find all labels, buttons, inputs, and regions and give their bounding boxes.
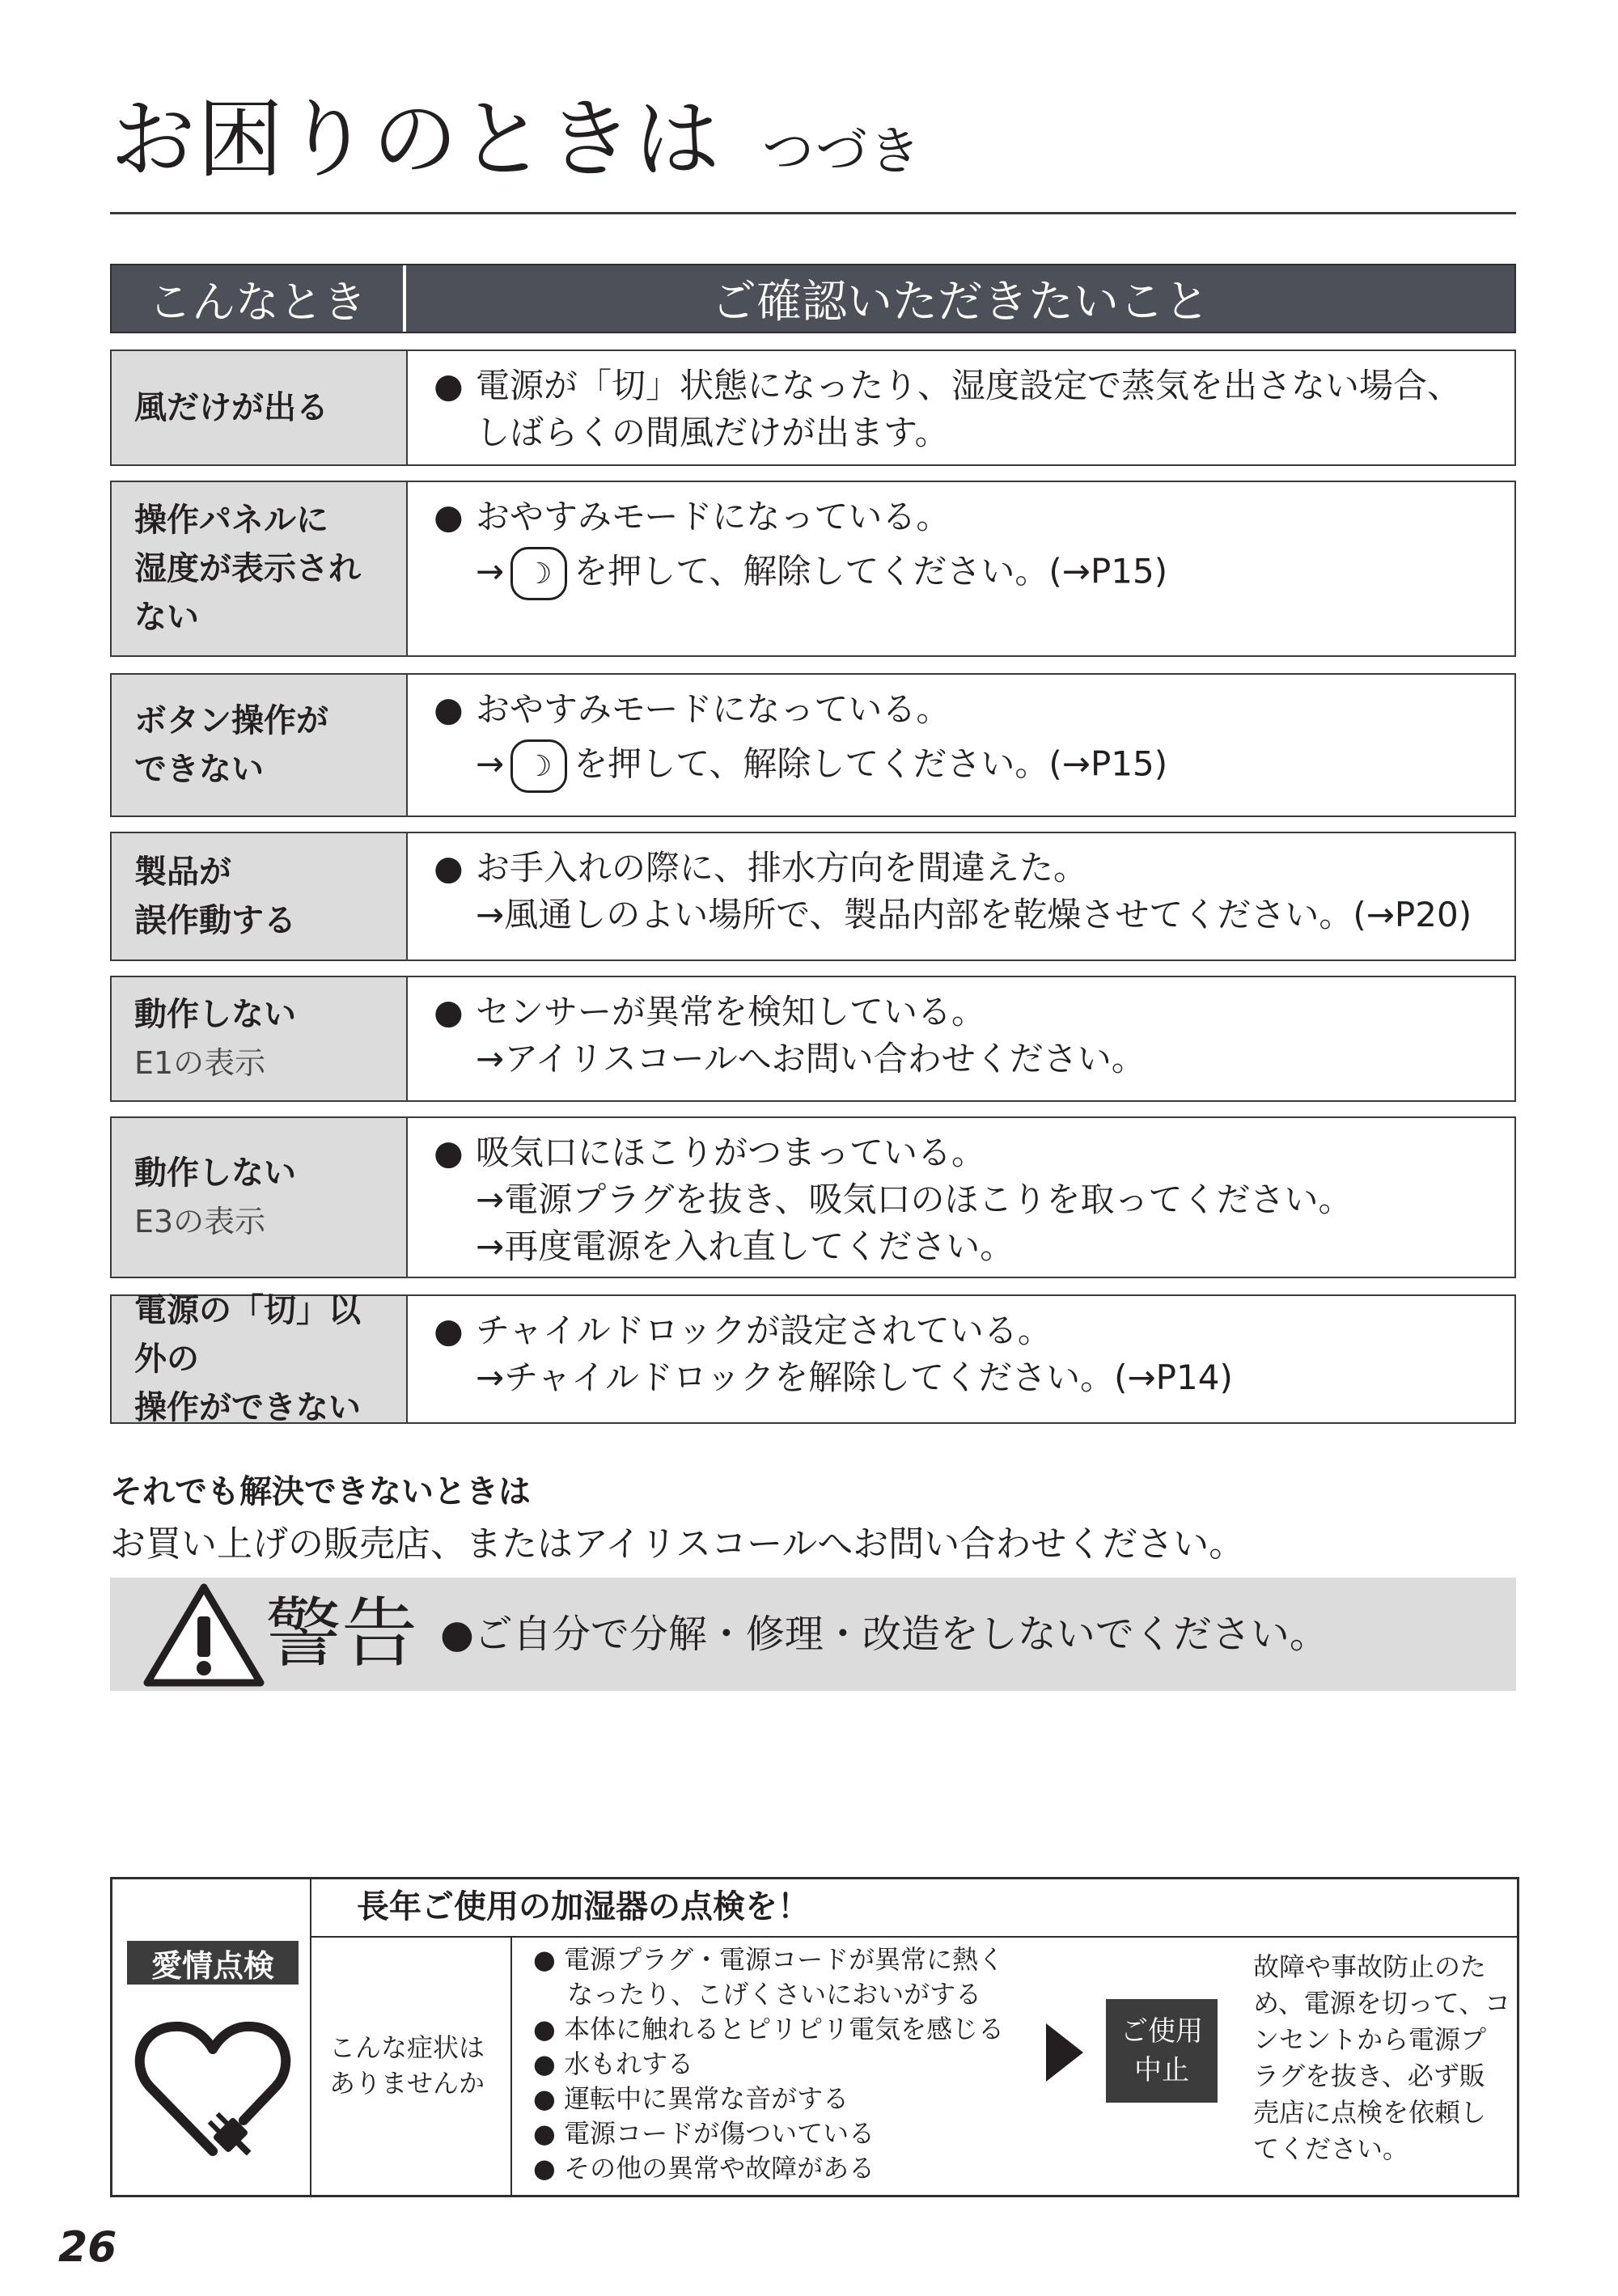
divider: [310, 1879, 311, 2195]
symptom-item: ● 電源コードが傷ついている: [533, 2118, 875, 2149]
advice-line: 売店に点検を依頼し: [1253, 2097, 1487, 2128]
symptom-item: ● 電源プラグ・電源コードが異常に熱く: [533, 1944, 1005, 1975]
page-title-main: お困りのときは: [110, 90, 722, 189]
row-check: [408, 675, 1514, 815]
row-situation: [112, 482, 408, 655]
table-row: [110, 349, 1516, 466]
check-text: チャイルドロックが設定されている。: [476, 1311, 1052, 1350]
check-text: お手入れの際に、排水方向を間違えた。: [476, 848, 1088, 887]
symptom-question: [329, 2030, 485, 2101]
row-check: [408, 351, 1514, 464]
situation-line: できない: [134, 751, 264, 788]
advice-text: [1253, 1949, 1510, 2167]
warning-banner: [110, 1578, 1516, 1691]
situation-line: 動作しない: [134, 1154, 296, 1192]
table-row: [110, 673, 1516, 817]
check-text: →電源プラグを抜き、吸気口のほこりを取ってください。: [476, 1180, 1353, 1219]
page-subtitle: つづき: [762, 122, 922, 182]
warning-text: ●ご自分で分解・修理・改造をしないでください。: [440, 1612, 1328, 1657]
check-text: しばらくの間風だけが出ます。: [476, 413, 949, 452]
page-number: 26: [58, 2223, 117, 2272]
maintenance-box: [110, 1877, 1519, 2197]
bullet-icon: ●: [434, 848, 464, 887]
moon-button-icon: ☽: [510, 547, 567, 600]
situation-line: ボタン操作が: [134, 702, 328, 739]
divider: [310, 1936, 1517, 1938]
advice-line: め、電源を切って、コ: [1253, 1988, 1511, 2019]
situation-line: 湿度が表示され: [134, 550, 361, 587]
arrow-text: →: [476, 743, 505, 784]
question-line: ありませんか: [329, 2068, 485, 2099]
table-row: [110, 976, 1516, 1102]
warning-triangle-icon: [142, 1581, 265, 1688]
row-situation: [112, 1292, 408, 1426]
symptom-list: [533, 1942, 1004, 2186]
check-text: おやすみモードになっている。: [476, 497, 951, 536]
check-text: を押して、解除してください。(→P15): [574, 743, 1168, 784]
situation-line: 電源の「切」以外の: [134, 1292, 361, 1378]
check-text: →アイリスコールへお問い合わせください。: [476, 1039, 1146, 1078]
bullet-icon: ●: [434, 1133, 464, 1172]
heart-plug-icon: [132, 2007, 294, 2169]
row-check: [408, 977, 1514, 1100]
advice-line: てください。: [1253, 2133, 1409, 2164]
stop-line: 中止: [1134, 2054, 1189, 2086]
situation-line: 誤作動する: [134, 902, 296, 939]
row-check: [408, 482, 1514, 655]
check-text: センサーが異常を検知している。: [476, 992, 986, 1032]
question-line: こんな症状は: [329, 2032, 485, 2063]
page-title: [110, 90, 922, 189]
table-header-situation: こんなとき: [112, 265, 406, 332]
check-text: →チャイルドロックを解除してください。(→P14): [476, 1358, 1233, 1397]
table-row: [110, 1294, 1516, 1424]
situation-line: ない: [134, 599, 199, 636]
situation-line: 風だけが出る: [134, 389, 328, 426]
table-row: [110, 481, 1516, 657]
row-situation: [112, 977, 408, 1100]
arrow-text: →: [476, 551, 505, 591]
check-text: →風通しのよい場所で、製品内部を乾燥させてください。(→P20): [476, 895, 1472, 934]
note-body: お買い上げの販売店、またはアイリスコールへお問い合わせください。: [110, 1523, 1245, 1565]
table-header: [110, 264, 1516, 333]
table-header-check: ご確認いただきたいこと: [711, 276, 1209, 328]
row-check: [408, 833, 1514, 959]
situation-line: 操作ができない: [134, 1389, 361, 1426]
table-row: [110, 832, 1516, 961]
stop-line: ご使用: [1120, 2015, 1203, 2048]
stop-use-label: [1106, 1999, 1218, 2103]
symptom-item: ● 運転中に異常な音がする: [533, 2083, 849, 2114]
symptom-item: ● 本体に触れるとピリピリ電気を感じる: [533, 2014, 1005, 2044]
moon-button-icon: ☽: [510, 739, 567, 793]
symptom-item: ● その他の異常や故障がある: [533, 2153, 875, 2184]
check-text: おやすみモードになっている。: [476, 689, 951, 729]
row-situation: [112, 351, 408, 464]
row-check: [408, 1118, 1514, 1277]
situation-line: 製品が: [134, 854, 231, 891]
row-situation: [112, 833, 408, 959]
maintenance-title: 長年ご使用の加湿器の点検を！: [357, 1888, 810, 1925]
symptom-item: ● 水もれする: [533, 2048, 694, 2079]
bullet-icon: ●: [434, 689, 464, 729]
symptom-item: なったり、こげくさいにおいがする: [533, 1979, 982, 2010]
check-text: 吸気口にほこりがつまっている。: [476, 1133, 986, 1172]
advice-line: 故障や事故防止のた: [1253, 1951, 1487, 1982]
table-row: [110, 1116, 1516, 1278]
bullet-icon: ●: [434, 992, 464, 1032]
bullet-icon: ●: [434, 366, 464, 405]
check-text: 電源が「切」状態になったり、湿度設定で蒸気を出さない場合、: [476, 366, 1462, 405]
bullet-icon: ●: [434, 497, 464, 536]
check-text: を押して、解除してください。(→P15): [574, 551, 1168, 591]
warning-title: 警告: [265, 1590, 418, 1678]
row-check: [408, 1296, 1514, 1422]
divider: [510, 1938, 512, 2195]
situation-line: 動作しない: [134, 996, 296, 1033]
note-heading: それでも解決できないときは: [110, 1473, 531, 1510]
title-rule: [110, 212, 1516, 214]
situation-line: 操作パネルに: [134, 502, 328, 539]
advice-line: ラグを抜き、必ず販: [1253, 2061, 1485, 2091]
check-text: →再度電源を入れ直してください。: [476, 1226, 1014, 1266]
row-situation: [112, 1118, 408, 1277]
row-situation: [112, 675, 408, 815]
error-code-label: E3の表示: [134, 1204, 266, 1239]
error-code-label: E1の表示: [134, 1045, 266, 1081]
maintenance-badge: 愛情点検: [127, 1941, 299, 1985]
bullet-icon: ●: [434, 1311, 464, 1350]
right-arrow-icon: [1046, 2023, 1083, 2082]
advice-line: ンセントから電源プ: [1253, 2024, 1487, 2055]
